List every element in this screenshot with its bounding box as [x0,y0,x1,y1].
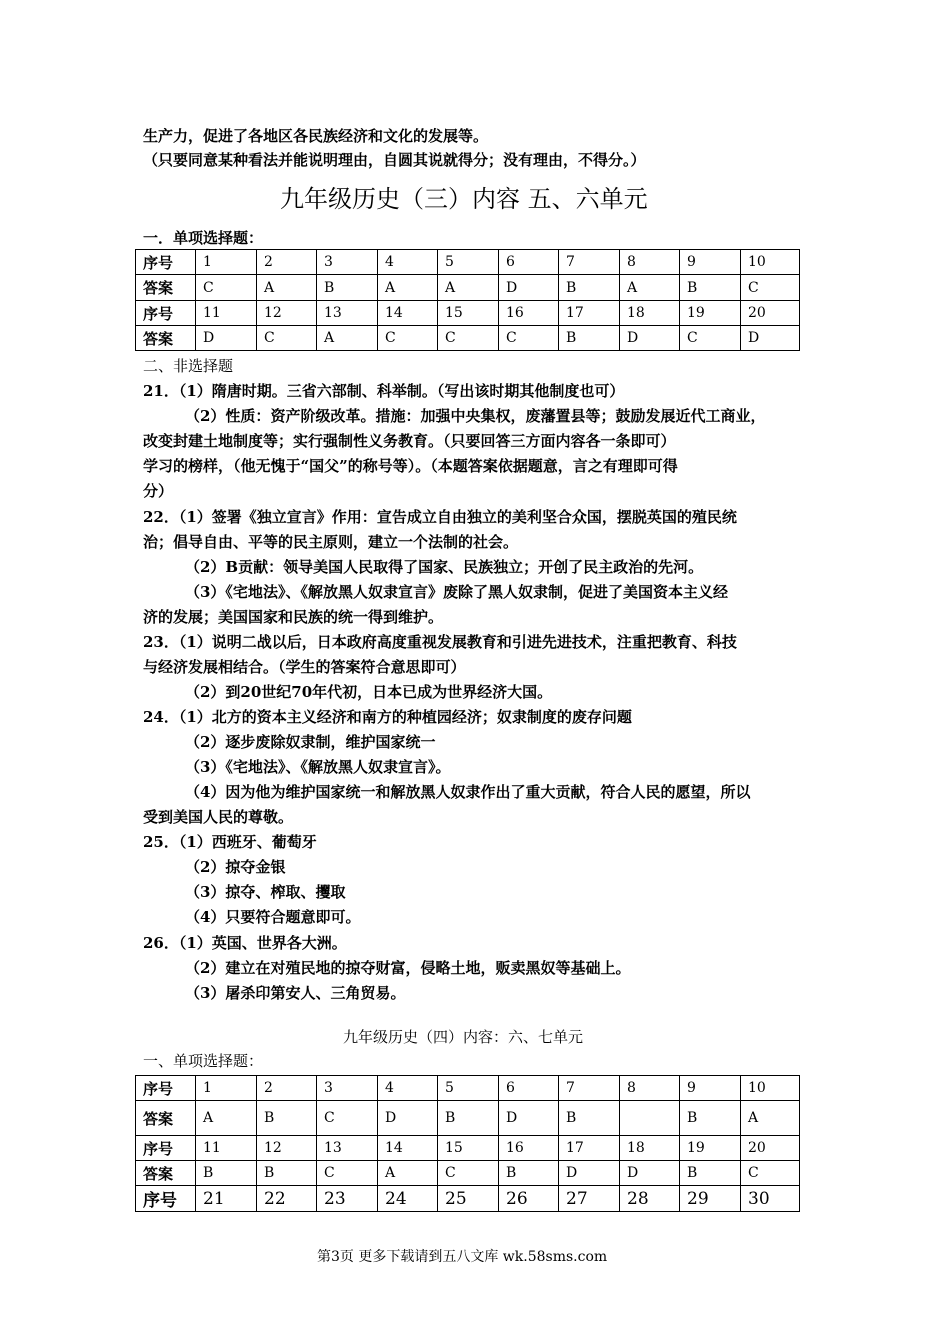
section3-nonchoice-heading: 二、非选择题 [143,357,234,375]
table-cell: B [257,1161,317,1186]
table-cell: 14 [378,301,438,326]
table-cell: 22 [257,1186,317,1212]
table-cell [620,1101,680,1136]
table-cell: B [680,1161,741,1186]
table-cell: A [378,275,438,301]
table-cell: 8 [620,250,680,275]
table-row [136,275,800,301]
answer-line: 21．（1）隋唐时期。三省六部制、科举制。（写出该时期其他制度也可） [143,382,625,400]
row-label: 答案 [136,326,196,351]
table-cell: A [438,275,499,301]
answer-line: （3）《宅地法》、《解放黑人奴隶宣言》。 [185,758,451,776]
table-cell: 15 [438,1136,499,1161]
table-row [136,1101,800,1136]
table-cell: 13 [317,301,378,326]
table-cell: 15 [438,301,499,326]
answer-line: （2）性质：资产阶级改革。措施：加强中央集权，废藩置县等；鼓励发展近代工商业， [185,407,766,425]
table-cell: B [438,1101,499,1136]
table-cell: C [378,326,438,351]
table-cell: 9 [680,1076,741,1101]
table-cell: 23 [317,1186,378,1212]
row-label: 序号 [136,301,196,326]
table-cell: A [620,275,680,301]
table-cell: 3 [317,250,378,275]
table-cell: 2 [257,1076,317,1101]
table-cell: 2 [257,250,317,275]
table-cell: 5 [438,1076,499,1101]
answer-line: 25．（1）西班牙、葡萄牙 [143,833,317,851]
table-cell: 11 [196,301,257,326]
table-cell: 7 [559,250,620,275]
page-footer: 第3页 更多下载请到五八文库 wk.58sms.com [317,1249,608,1265]
table-cell: 24 [378,1186,438,1212]
answer-line: 分） [143,482,174,500]
table-cell: 21 [196,1186,257,1212]
answer-line: 22．（1）签署《独立宣言》作用：宣告成立自由独立的美利坚合众国，摆脱英国的殖民统 [143,508,737,526]
answer-line: 与经济发展相结合。（学生的答案符合意思即可） [143,658,466,676]
table-cell: 25 [438,1186,499,1212]
table-cell: C [317,1161,378,1186]
table-cell: 4 [378,1076,438,1101]
table-cell: D [741,326,800,351]
table-cell: C [741,1161,800,1186]
section3-answer-table [135,249,800,351]
intro-line-2: （只要同意某种看法并能说明理由，自圆其说就得分；没有理由，不得分。） [143,151,646,169]
table-cell: D [499,1101,559,1136]
table-cell: C [196,275,257,301]
answer-line: （2）B贡献：领导美国人民取得了国家、民族独立；开创了民主政治的先河。 [185,558,704,576]
table-cell: 26 [499,1186,559,1212]
table-cell: 6 [499,250,559,275]
table-cell: B [680,275,741,301]
table-cell: B [559,326,620,351]
row-label: 答案 [136,275,196,301]
table-cell: 13 [317,1136,378,1161]
row-label: 序号 [136,1136,196,1161]
table-cell: 6 [499,1076,559,1101]
table-cell: D [196,326,257,351]
answer-line: （4）因为他为维护国家统一和解放黑人奴隶作出了重大贡献，符合人民的愿望，所以 [185,783,751,801]
row-label: 答案 [136,1161,196,1186]
table-cell: A [257,275,317,301]
table-cell: D [620,1161,680,1186]
answer-line: 23．（1）说明二战以后，日本政府高度重视发展教育和引进先进技术，注重把教育、科技 [143,633,737,651]
table-cell: A [317,326,378,351]
table-cell: 27 [559,1186,620,1212]
table-cell: C [438,326,499,351]
table-cell: B [196,1161,257,1186]
row-label: 序号 [136,1186,196,1212]
table-cell: 20 [741,1136,800,1161]
section3-title: 九年级历史（三）内容 五、六单元 [280,185,648,213]
section4-title: 九年级历史（四）内容：六、七单元 [343,1028,584,1046]
table-cell: 20 [741,301,800,326]
table-cell: C [680,326,741,351]
table-cell: D [559,1161,620,1186]
table-cell: 10 [741,250,800,275]
table-row [136,1136,800,1161]
table-cell: B [559,275,620,301]
table-cell: 18 [620,1136,680,1161]
answer-line: （2）逐步废除奴隶制，维护国家统一 [185,733,436,751]
table-cell: B [257,1101,317,1136]
table-cell: C [317,1101,378,1136]
table-cell: 19 [680,1136,741,1161]
table-cell: 16 [499,301,559,326]
table-cell: 3 [317,1076,378,1101]
answer-line: （4）只要符合题意即可。 [185,908,361,926]
answer-line: 26．（1）英国、世界各大洲。 [143,934,347,952]
table-row [136,250,800,275]
section4-answer-table [135,1075,800,1212]
answer-line: 24．（1）北方的资本主义经济和南方的种植园经济；奴隶制度的废存问题 [143,708,632,726]
answer-line: （2）掠夺金银 [185,858,286,876]
table-cell: C [438,1161,499,1186]
table-cell: D [378,1101,438,1136]
table-cell: 4 [378,250,438,275]
table-cell: 18 [620,301,680,326]
table-cell: 12 [257,301,317,326]
table-cell: 28 [620,1186,680,1212]
table-cell: 14 [378,1136,438,1161]
row-label: 答案 [136,1101,196,1136]
table-cell: C [257,326,317,351]
table-cell: A [378,1161,438,1186]
table-cell: 10 [741,1076,800,1101]
table-cell: 5 [438,250,499,275]
answer-line: 学习的榜样，（他无愧于“国父”的称号等）。（本题答案依据题意，言之有理即可得 [143,457,678,475]
table-cell: 7 [559,1076,620,1101]
answer-line: 济的发展；美国国家和民族的统一得到维护。 [143,608,444,626]
answer-line: （2）建立在对殖民地的掠夺财富，侵略土地，贩卖黑奴等基础上。 [185,959,631,977]
table-cell: 29 [680,1186,741,1212]
table-cell: C [499,326,559,351]
row-label: 序号 [136,1076,196,1101]
answer-line: （3）掠夺、榨取、攫取 [185,883,346,901]
table-cell: 16 [499,1136,559,1161]
table-cell: 1 [196,1076,257,1101]
table-cell: 1 [196,250,257,275]
table-cell: 17 [559,1136,620,1161]
table-cell: D [620,326,680,351]
table-row [136,301,800,326]
section3-choice-heading: 一．单项选择题： [143,229,264,247]
intro-line-1: 生产力，促进了各地区各民族经济和文化的发展等。 [143,127,489,145]
table-cell: 17 [559,301,620,326]
table-cell: 12 [257,1136,317,1161]
table-row [136,1161,800,1186]
table-cell: D [499,275,559,301]
table-cell: 8 [620,1076,680,1101]
table-cell: 9 [680,250,741,275]
table-cell: A [741,1101,800,1136]
table-cell: 11 [196,1136,257,1161]
table-cell: B [559,1101,620,1136]
table-cell: 19 [680,301,741,326]
table-cell: B [317,275,378,301]
answer-line: （3）屠杀印第安人、三角贸易。 [185,984,406,1002]
row-label: 序号 [136,250,196,275]
section4-choice-heading: 一、单项选择题： [143,1052,264,1070]
answer-line: （3）《宅地法》、《解放黑人奴隶宣言》废除了黑人奴隶制，促进了美国资本主义经 [185,583,728,601]
answer-line: 受到美国人民的尊敬。 [143,808,294,826]
answer-line: 改变封建土地制度等；实行强制性义务教育。（只要回答三方面内容各一条即可） [143,432,676,450]
table-row [136,326,800,351]
answer-line: 治；倡导自由、平等的民主原则，建立一个法制的社会。 [143,533,519,551]
table-cell: C [741,275,800,301]
table-cell: B [499,1161,559,1186]
answer-line: （2）到20世纪70年代初，日本已成为世界经济大国。 [185,683,553,701]
table-cell: B [680,1101,741,1136]
table-row [136,1076,800,1101]
table-cell: A [196,1101,257,1136]
table-cell: 30 [741,1186,800,1212]
table-row [136,1186,800,1212]
